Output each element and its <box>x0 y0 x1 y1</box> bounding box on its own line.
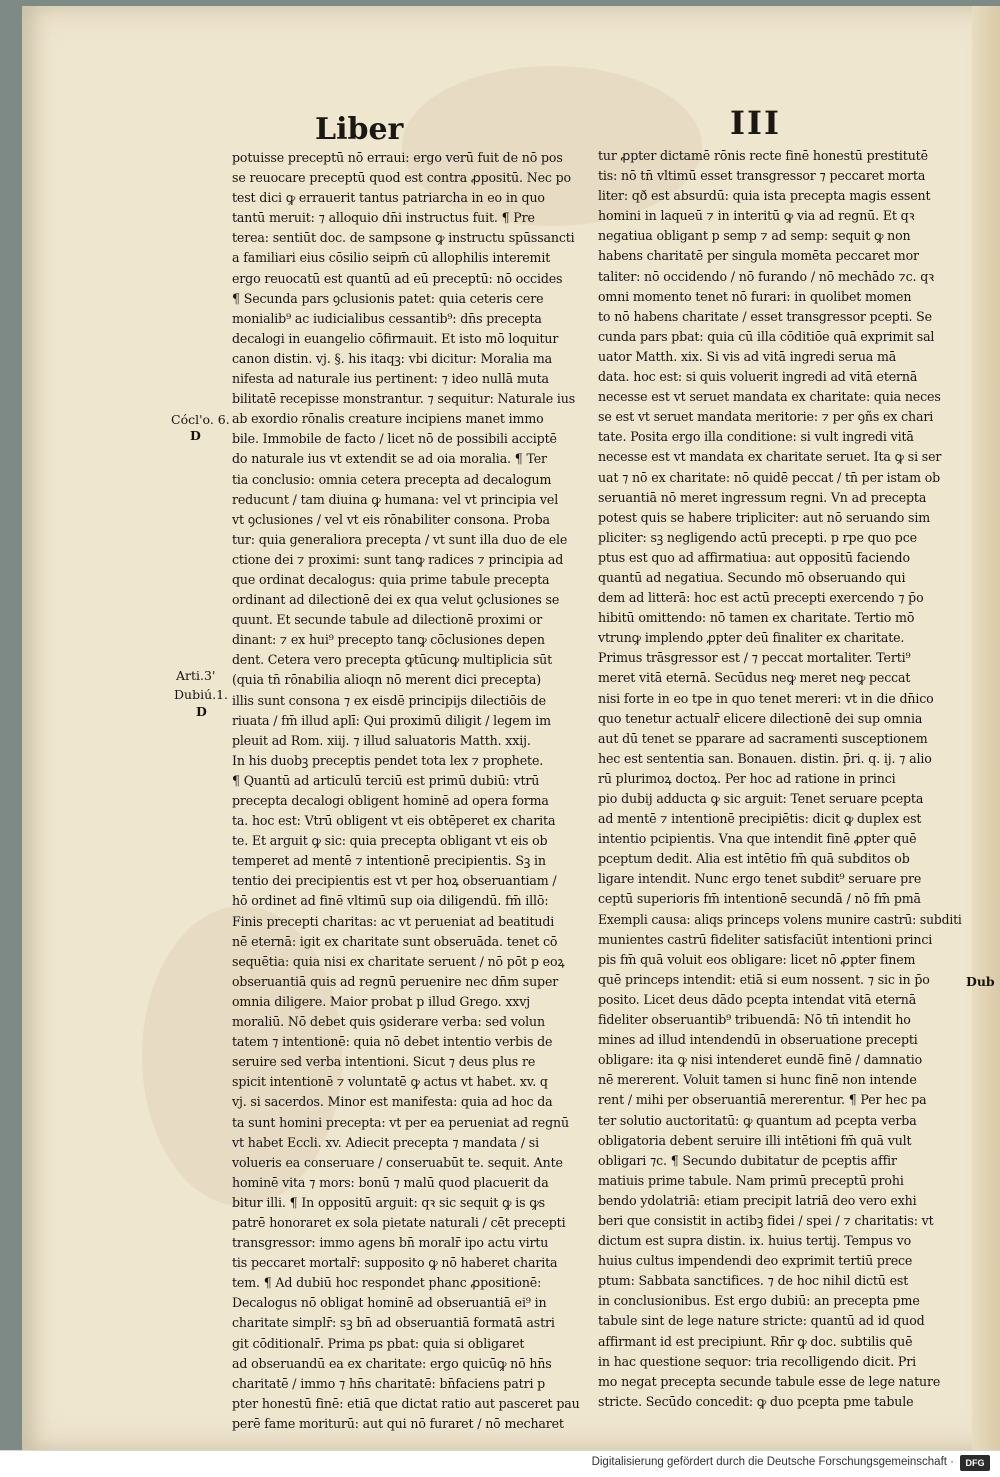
text-line: bendo ydolatriā: etiam precipit latriā deo vero exhi <box>598 1192 917 1208</box>
margin-note: Arti.3' <box>176 668 216 683</box>
text-line: in conclusionibus. Est ergo dubiū: an precepta pme <box>598 1293 920 1309</box>
text-line: bilitatē recepisse monstrantur. ⁊ sequitur: Naturale ius <box>232 391 576 407</box>
text-line: pceptum dedit. Alia est intētio fm̄ quā subditos ob <box>598 851 910 867</box>
text-line: rent / mihi per obseruantiā mererentur. ¶ Per hec pa <box>598 1092 927 1108</box>
text-line: obligatoria debent seruire illi intētioni fm̄ quā vult <box>598 1132 912 1148</box>
text-line: mines ad illud intendendū in obseruatione precepti <box>598 1032 918 1048</box>
text-line: uator Matth. xix. Si vis ad vitā ingredi serua mā <box>598 348 897 364</box>
text-line: bitur illi. ¶ In oppositū arguit: qꝛ sic sequit ꝙ is ꝙs <box>232 1194 545 1210</box>
text-line: Decalogus nō obligat hominē ad obseruantiā ei⁹ in <box>232 1295 547 1311</box>
text-line: ceptū superioris fm̄ intentionē secundā / nō fm̄ pmā <box>598 891 921 907</box>
text-line: seruantiā nō meret ingressum regni. Vn ad precepta <box>598 489 927 505</box>
text-line: ta sunt homini precepta: vt per ea perueniat ad regnū <box>232 1114 569 1130</box>
text-line: tia conclusio: omnia cetera precepta ad decalogum <box>232 471 552 487</box>
text-line: quē princeps intendit: etiā si eum nossent. ⁊ sic in p̄o <box>598 971 930 987</box>
text-line: hec est sententia san. Bonauen. distin. p̄ri. q. ij. ⁊ alio <box>598 750 932 766</box>
text-line: ter solutio auctoritatū: ꝙ quantum ad pcepta verba <box>598 1112 917 1128</box>
text-column-left <box>232 148 580 1434</box>
text-line: se reuocare preceptū quod est contra ꝓpositū. Nec po <box>232 170 571 186</box>
text-line: munientes castrū fideliter satisfaciūt intentioni princi <box>598 931 933 947</box>
text-line: taliter: nō occidendo / nō furando / nō mechādo ⁊c. qꝛ <box>598 268 934 284</box>
text-line: terea: sentiūt doc. de sampsone ꝙ instructu spūssancti <box>232 230 575 246</box>
text-line: nē mererent. Voluit tamen si hunc finē non intende <box>598 1072 917 1088</box>
text-line: tabule sint de lege nature stricte: quantū ad id quod <box>598 1313 925 1329</box>
funding-note: Digitalisierung gefördert durch die Deutsche Forschungsgemeinschaft · <box>591 1456 954 1468</box>
text-line: tis peccaret mortalr̄: supposito ꝙ nō haberet charita <box>232 1255 558 1271</box>
margin-note: D <box>190 428 201 443</box>
text-line: moraliū. Nō debet quis ꝯsiderare verba: sed volun <box>232 1014 545 1030</box>
text-line: homini in laqueū ⁊ in interitū ꝙ via ad regnū. Et qꝛ <box>598 208 915 224</box>
dfg-logo: DFG <box>960 1455 990 1471</box>
text-line: do naturale ius vt extendit se ad oia moralia. ¶ Ter <box>232 451 547 467</box>
text-line: (quia tn̄ rōnabilia alioqn nō merent dici precepta) <box>232 672 541 688</box>
text-line: potest quis se habere tripliciter: aut nō seruando sim <box>598 509 930 525</box>
text-line: Primus trāsgressor est / ⁊ peccat mortaliter. Terti⁹ <box>598 650 911 666</box>
text-line: to nō habens charitate / esset transgressor pcepti. Se <box>598 308 932 324</box>
text-line: in hac questione sequor: tria recolligendo dicit. Pri <box>598 1353 916 1369</box>
text-line: omni momento tenet nō furari: in quolibet momen <box>598 288 912 304</box>
text-line: charitate simplr̄: sꝫ bn̄ ad obseruantiā formatā astri <box>232 1315 555 1331</box>
text-line: git cōditionalr̄. Prima ps pbat: quia si obligaret <box>232 1335 525 1351</box>
text-line: pio dubij adducta ꝙ sic arguit: Tenet seruare pcepta <box>598 791 924 806</box>
text-line: tur: quia generaliora precepta / vt sunt illa duo de ele <box>232 531 568 547</box>
text-line: charitatē / immo ⁊ hn̄s charitatē: bn̄faciens patri p <box>232 1375 546 1391</box>
text-line: rū plurimoꝝ doctoꝝ. Per hoc ad ratione in princi <box>598 770 896 786</box>
text-line: nifesta ad naturale ius pertinent: ⁊ ideo nullā muta <box>232 371 549 387</box>
text-line: mo negat precepta secunde tabule esse de lege nature <box>598 1373 941 1389</box>
text-line: test dici ꝙ errauerit tantus patriarcha in eo in quo <box>232 190 545 206</box>
text-line: ptus est quo ad affirmatiua: aut oppositū faciendo <box>598 549 910 565</box>
text-line: Finis precepti charitas: ac vt perueniat ad beatitudi <box>232 913 555 929</box>
text-line: necesse est vt mandata ex charitate seruet. Ita ꝙ si ser <box>598 449 942 465</box>
text-line: pleuit ad Rom. xiij. ⁊ illud saluatoris Matth. xxij. <box>232 732 531 748</box>
text-line: precepta decalogi obligent hominē ad opera forma <box>232 793 549 808</box>
text-line: pliciter: sꝫ negligendo actū precepti. p rpe quo pce <box>598 529 917 545</box>
text-line: intentio pcipientis. Vna que intendit finē ꝓpter quē <box>598 831 917 847</box>
text-line: transgressor: immo agens bn̄ moralr̄ ipo actu virtu <box>232 1235 549 1251</box>
text-line: hō ordinet ad finē vltimū sup oia diligendū. fm̄ illō: <box>232 893 549 909</box>
text-line: dinant: ⁊ ex hui⁹ precepto tanꝙ cōclusiones depen <box>232 632 545 648</box>
text-line: reducunt / tam diuina ꝙ humana: vel vt principia vel <box>232 491 559 507</box>
text-line: matiuis prime tabule. Nam primū preceptū prohi <box>598 1172 904 1188</box>
text-line: monialib⁹ ac iudicialibus cessantib⁹: dn̄s precepta <box>232 310 542 326</box>
text-line: riuata / fm̄ illud aplī: Qui proximū diligit / legem im <box>232 712 551 728</box>
text-line: quo tenetur actualr̄ elicere dilectionē dei sup omnia <box>598 710 923 726</box>
text-line: pis fm̄ quā voluit eos obligare: licet nō ꝓpter finem <box>598 951 916 967</box>
margin-note: Dubiú.1. <box>174 687 229 702</box>
text-line: potuisse preceptū nō erraui: ergo verū fuit de nō pos <box>232 150 563 165</box>
text-line: spicit intentionē ⁊ voluntatē ꝙ actus vt habet. xv. q <box>232 1074 548 1090</box>
text-line: habens charitatē per singula momēta peccaret mor <box>598 248 919 264</box>
text-line: vt habet Eccli. xv. Adiecit precepta ⁊ mandata / si <box>232 1134 539 1150</box>
text-line: negatiua obligant p semp ⁊ ad semp: sequit ꝙ non <box>598 228 911 244</box>
text-line: ligare intendit. Nunc ergo tenet subdit⁹ seruare pre <box>598 871 922 887</box>
text-line: Exempli causa: aliqs princeps volens munire castrū: subditi <box>598 911 962 927</box>
text-line: volueris ea conseruare / conseruabūt te. sequit. Ante <box>232 1154 563 1170</box>
text-line: illis sunt consona ⁊ ex eisdē principijs dilectiōis de <box>232 692 546 708</box>
text-line: ad mentē ⁊ intentionē precipiētis: dicit ꝙ duplex est <box>598 811 922 827</box>
text-line: tantū meruit: ⁊ alloquio dn̄i instructus fuit. ¶ Pre <box>232 210 535 226</box>
text-line: nē eternā: igit ex charitate sunt obseruāda. tenet cō <box>232 933 558 949</box>
text-line: meret vitā eternā. Secūdus neꝙ meret neꝙ peccat <box>598 670 911 686</box>
text-line: tatem ⁊ intentionē: quia nō debet intentio verbis de <box>232 1034 553 1050</box>
text-line: ad obseruandū ea ex charitate: ergo quicūꝙ nō hn̄s <box>232 1355 552 1371</box>
text-line: seruire sed verba intentioni. Sicut ⁊ deus plus re <box>232 1054 536 1070</box>
text-line: obligare: ita ꝙ nisi intenderet eundē finē / damnatio <box>598 1052 923 1068</box>
text-line: pter honestū finē: etiā que dictat ratio aut pasceret pau <box>232 1395 580 1411</box>
page-edge <box>972 6 1000 1450</box>
footer-bar <box>0 1450 1000 1477</box>
text-line: omnia diligere. Maior probat p illud Grego. xxvj <box>232 993 530 1009</box>
text-line: tis: nō tn̄ vltimū esset transgressor ⁊ peccaret morta <box>598 168 926 184</box>
text-line: vj. si sacerdos. Minor est manifesta: quia ad hoc da <box>232 1094 553 1110</box>
text-line: tate. Posita ergo illa conditione: si vult ingredi vitā <box>598 429 914 445</box>
text-line: quunt. Et secunde tabule ad dilectionē proximi or <box>232 612 543 628</box>
text-line: obseruantiā quis ad regnū peruenire nec dn̄m super <box>232 973 559 989</box>
text-line: dem ad litterā: hoc est actū precepti exercendo ⁊ p̄o <box>598 590 924 606</box>
text-line: vt ꝯclusiones / vel vt eis rōnabiliter consona. Proba <box>232 511 550 527</box>
text-line: beri que consistit in actibꝫ fidei / spei / ⁊ charitatis: vt <box>598 1212 934 1228</box>
text-line: tentio dei precipientis est vt per hoꝝ obseruantiam / <box>232 873 557 889</box>
margin-note: D <box>196 704 207 719</box>
text-line: ta. hoc est: Vtrū obligent vt eis obtēperet ex charita <box>232 813 556 829</box>
text-line: decalogi in euangelio cōfirmauit. Et isto mō loquitur <box>232 330 559 346</box>
text-line: necesse est vt seruet mandata ex charitate: quia neces <box>598 389 941 405</box>
text-line: que ordinat decalogus: quia prime tabule precepta <box>232 571 550 587</box>
text-line: dictum est supra distin. ix. huius tertij. Tempus vo <box>598 1233 912 1249</box>
text-line: bile. Immobile de facto / licet nō de possibili acciptē <box>232 431 557 447</box>
text-line: dent. Cetera vero precepta ꝙtūcunꝙ multiplicia sūt <box>232 652 553 668</box>
text-line: ab exordio rōnalis creature incipiens manet immo <box>232 411 544 427</box>
text-line: canon distin. vj. §. his itaqꝫ: vbi dicitur: Moralia ma <box>232 350 552 366</box>
text-line: liter: qð est absurdū: quia ista precepta magis essent <box>598 188 931 204</box>
text-line: nisi forte in eo tpe in quo tenet mereri: vt in die dn̄ico <box>598 690 934 706</box>
text-line: patrē honoraret ex sola pietate naturali / cēt precepti <box>232 1214 566 1230</box>
text-line: data. hoc est: si quis voluerit ingredi ad vitā eternā <box>598 369 918 385</box>
text-line: tem. ¶ Ad dubiū hoc respondet phanc ꝓpositionē: <box>232 1275 542 1291</box>
text-line: stricte. Secūdo concedit: ꝙ duo pcepta pme tabule <box>598 1393 914 1409</box>
text-line: cunda pars pbat: quia cū illa cōditiōe quā exprimit sal <box>598 328 935 344</box>
text-line: In his duobꝫ preceptis pendet tota lex ⁊ prophete. <box>232 752 544 768</box>
text-line: obligari ⁊c. ¶ Secundo dubitatur de pceptis affir <box>598 1152 897 1168</box>
text-line: sequētia: quia nisi ex charitate seruent / nō pōt p eoꝝ <box>232 953 565 969</box>
text-line: fideliter obseruantib⁹ tribuendā: Nō tn̄ intendit ho <box>598 1012 911 1028</box>
text-line: tur ꝓpter dictamē rōnis recte finē honestū prestitutē <box>598 148 928 163</box>
text-line: affirmant id est precipiunt. Rn̄r ꝙ doc. subtilis quē <box>598 1333 913 1349</box>
text-line: hibitū omittendo: nō tamen ex charitate. Tertio mō <box>598 610 915 626</box>
text-line: uat ⁊ nō ex charitate: nō quidē peccat / tn̄ per istam ob <box>598 469 941 485</box>
text-line: temperet ad mentē ⁊ intentionē precipientis. Sꝫ in <box>232 853 546 869</box>
text-line: quantū ad negatiua. Secundo mō obseruando qui <box>598 569 906 585</box>
text-line: ctione dei ⁊ proximi: sunt tanꝙ radices ⁊ principia ad <box>232 551 564 567</box>
text-line: se est vt seruet mandata meritorie: ⁊ per ꝯñs ex chari <box>598 409 934 425</box>
text-line: ergo reuocatū est quantū ad eū preceptū: nō occides <box>232 270 563 286</box>
text-line: ordinant ad dilectionē dei ex qua velut ꝯclusiones se <box>232 592 560 608</box>
running-header-right: III <box>730 104 781 142</box>
text-line: ¶ Quantū ad articulū terciū est primū dubiū: vtrū <box>232 772 540 788</box>
text-line: perē fame moriturū: aut qui nō furaret / nō mecharet <box>232 1415 564 1431</box>
text-line: te. Et arguit ꝙ sic: quia precepta obligant vt eis ob <box>232 833 548 849</box>
margin-note: Dub <box>966 974 995 989</box>
text-line: ¶ Secunda pars ꝯclusionis patet: quia ceteris cere <box>232 290 544 306</box>
running-header-left: Liber <box>315 112 404 147</box>
text-line: ptum: Sabbata sanctifices. ⁊ de hoc nihil dictū est <box>598 1273 909 1289</box>
text-line: huius cultus impendendi deo exprimit tertiū prece <box>598 1253 913 1269</box>
text-column-right <box>598 146 970 1412</box>
text-line: aut dū tenet se pparare ad sacramenti susceptionem <box>598 730 928 746</box>
text-line: vtrunꝙ implendo ꝓpter deū finaliter ex charitate. <box>598 630 905 646</box>
margin-note: Cócl'o. 6. <box>171 412 230 427</box>
text-line: hominē vita ⁊ mors: bonū ⁊ malū quod placuerit da <box>232 1174 549 1190</box>
text-line: a familiari eius cōsilio seipm̄ cū allophilis interemit <box>232 250 551 266</box>
text-line: posito. Licet deus dādo pcepta intendat vitā eternā <box>598 991 917 1007</box>
